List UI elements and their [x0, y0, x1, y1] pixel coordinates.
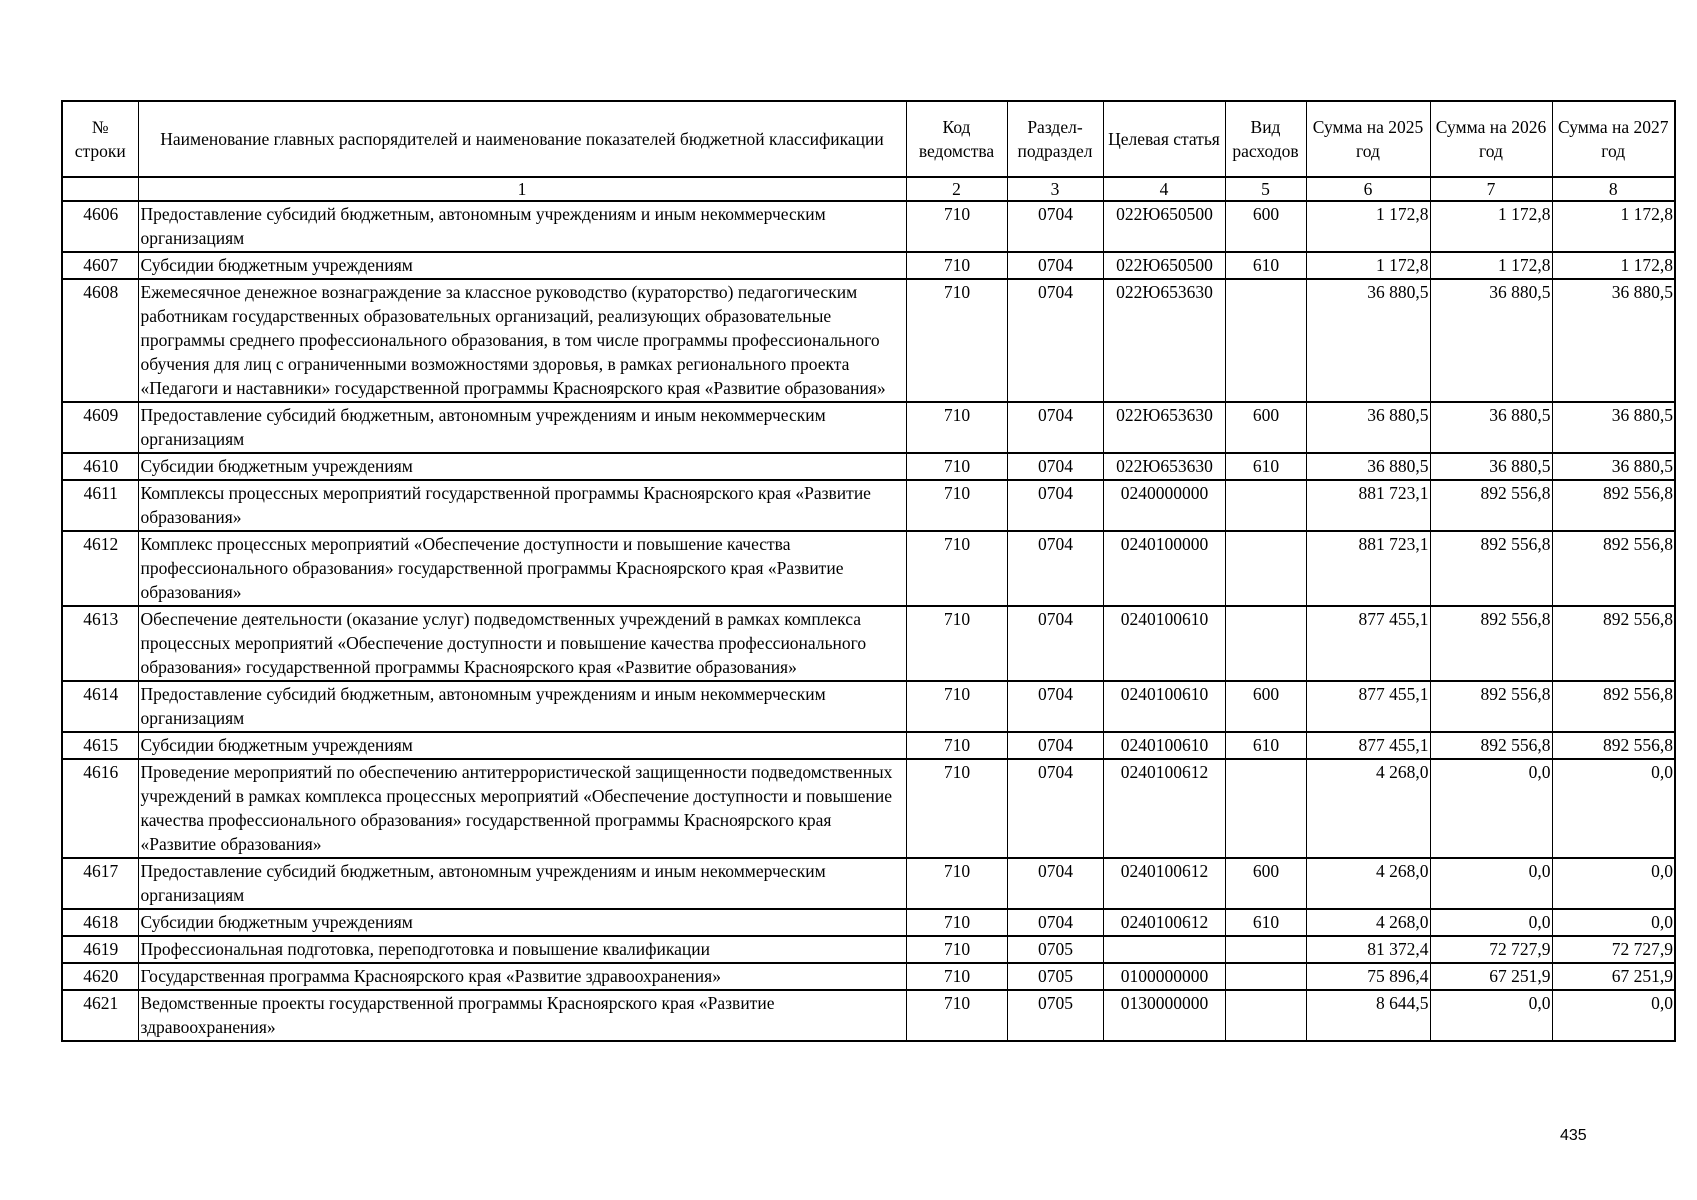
header-sum-2027: Сумма на 2027 год: [1552, 101, 1675, 177]
row-sum-2025: 75 896,4: [1306, 963, 1430, 990]
row-department-code: 710: [906, 480, 1007, 531]
row-target-article: 0240100610: [1103, 681, 1225, 732]
row-number: 4607: [62, 252, 138, 279]
row-number: 4614: [62, 681, 138, 732]
row-department-code: 710: [906, 936, 1007, 963]
row-sum-2026: 36 880,5: [1430, 402, 1552, 453]
row-sum-2026: 36 880,5: [1430, 279, 1552, 402]
header-target-article: Целевая статья: [1103, 101, 1225, 177]
header-section: Раздел-подраздел: [1007, 101, 1103, 177]
row-target-article: 0240000000: [1103, 480, 1225, 531]
row-department-code: 710: [906, 531, 1007, 606]
row-sum-2025: 36 880,5: [1306, 279, 1430, 402]
column-number-2: 2: [906, 177, 1007, 201]
header-department-code: Код ведомства: [906, 101, 1007, 177]
row-name: Предоставление субсидий бюджетным, автономным учреждениям и иным некоммерческим организациям: [138, 402, 906, 453]
row-section: 0704: [1007, 201, 1103, 252]
row-number: 4621: [62, 990, 138, 1041]
row-sum-2025: 881 723,1: [1306, 531, 1430, 606]
row-sum-2025: 81 372,4: [1306, 936, 1430, 963]
row-sum-2027: 1 172,8: [1552, 201, 1675, 252]
row-target-article: 022Ю650500: [1103, 201, 1225, 252]
row-sum-2027: 892 556,8: [1552, 531, 1675, 606]
row-sum-2025: 4 268,0: [1306, 909, 1430, 936]
table-row: [62, 936, 1675, 963]
budget-table: [61, 100, 1676, 1042]
table-row: [62, 909, 1675, 936]
table-row: [62, 201, 1675, 252]
row-target-article: [1103, 936, 1225, 963]
row-name: Проведение мероприятий по обеспечению антитеррористической защищенности подведомственных учреждений в рамках комплекса процессных мероприятий «Обеспечение доступности и повышение качества профессионального образования» государственной программы Красноярского края «Развитие образования»: [138, 759, 906, 858]
row-number: 4617: [62, 858, 138, 909]
page-number: 435: [1560, 1127, 1587, 1144]
row-expense-type: [1225, 963, 1306, 990]
row-target-article: 0240100612: [1103, 909, 1225, 936]
row-section: 0705: [1007, 936, 1103, 963]
row-department-code: 710: [906, 681, 1007, 732]
row-section: 0705: [1007, 963, 1103, 990]
row-sum-2027: 892 556,8: [1552, 480, 1675, 531]
row-expense-type: [1225, 990, 1306, 1041]
row-department-code: 710: [906, 759, 1007, 858]
row-target-article: 022Ю653630: [1103, 279, 1225, 402]
row-name: Предоставление субсидий бюджетным, автономным учреждениям и иным некоммерческим организациям: [138, 858, 906, 909]
row-sum-2026: 892 556,8: [1430, 531, 1552, 606]
row-sum-2025: 4 268,0: [1306, 759, 1430, 858]
row-target-article: 022Ю650500: [1103, 252, 1225, 279]
row-name: Профессиональная подготовка, переподготовка и повышение квалификации: [138, 936, 906, 963]
row-name: Обеспечение деятельности (оказание услуг) подведомственных учреждений в рамках комплекса процессных мероприятий «Обеспечение доступности и повышение качества профессионального образования» государственной программы Красноярского края «Развитие образования»: [138, 606, 906, 681]
row-name: Комплекс процессных мероприятий «Обеспечение доступности и повышение качества профессионального образования» государственной программы Красноярского края «Развитие образования»: [138, 531, 906, 606]
row-sum-2027: 36 880,5: [1552, 279, 1675, 402]
row-expense-type: [1225, 531, 1306, 606]
row-section: 0705: [1007, 990, 1103, 1041]
header-row: [62, 101, 1675, 177]
row-sum-2025: 1 172,8: [1306, 252, 1430, 279]
column-number-8: 8: [1552, 177, 1675, 201]
row-sum-2026: 36 880,5: [1430, 453, 1552, 480]
row-expense-type: 600: [1225, 402, 1306, 453]
row-number: 4606: [62, 201, 138, 252]
row-sum-2027: 0,0: [1552, 759, 1675, 858]
row-sum-2026: 0,0: [1430, 990, 1552, 1041]
row-number: 4611: [62, 480, 138, 531]
row-number: 4612: [62, 531, 138, 606]
row-sum-2025: 877 455,1: [1306, 606, 1430, 681]
row-target-article: 0240100610: [1103, 732, 1225, 759]
row-name: Ведомственные проекты государственной программы Красноярского края «Развитие здравоохранения»: [138, 990, 906, 1041]
table-row: [62, 480, 1675, 531]
row-section: 0704: [1007, 531, 1103, 606]
row-department-code: 710: [906, 858, 1007, 909]
row-sum-2025: 4 268,0: [1306, 858, 1430, 909]
row-sum-2025: 1 172,8: [1306, 201, 1430, 252]
row-section: 0704: [1007, 858, 1103, 909]
row-name: Субсидии бюджетным учреждениям: [138, 453, 906, 480]
row-sum-2027: 0,0: [1552, 858, 1675, 909]
row-sum-2025: 877 455,1: [1306, 732, 1430, 759]
column-number-empty: [62, 177, 138, 201]
row-section: 0704: [1007, 402, 1103, 453]
header-sum-2025: Сумма на 2025 год: [1306, 101, 1430, 177]
row-expense-type: [1225, 279, 1306, 402]
row-expense-type: [1225, 606, 1306, 681]
row-target-article: 0240100610: [1103, 606, 1225, 681]
row-sum-2026: 0,0: [1430, 909, 1552, 936]
row-name: Субсидии бюджетным учреждениям: [138, 909, 906, 936]
row-sum-2026: 892 556,8: [1430, 606, 1552, 681]
column-number-7: 7: [1430, 177, 1552, 201]
row-section: 0704: [1007, 480, 1103, 531]
row-expense-type: 610: [1225, 453, 1306, 480]
row-expense-type: 600: [1225, 201, 1306, 252]
row-sum-2026: 892 556,8: [1430, 732, 1552, 759]
row-section: 0704: [1007, 681, 1103, 732]
row-name: Государственная программа Красноярского края «Развитие здравоохранения»: [138, 963, 906, 990]
table-body: [62, 201, 1675, 1041]
table-row: [62, 402, 1675, 453]
row-expense-type: [1225, 480, 1306, 531]
row-sum-2027: 72 727,9: [1552, 936, 1675, 963]
table-row: [62, 531, 1675, 606]
row-department-code: 710: [906, 279, 1007, 402]
table-row: [62, 453, 1675, 480]
table-row: [62, 732, 1675, 759]
row-target-article: 022Ю653630: [1103, 402, 1225, 453]
table-row: [62, 759, 1675, 858]
row-target-article: 0130000000: [1103, 990, 1225, 1041]
row-section: 0704: [1007, 732, 1103, 759]
row-target-article: 0100000000: [1103, 963, 1225, 990]
table-row: [62, 279, 1675, 402]
row-number: 4619: [62, 936, 138, 963]
row-section: 0704: [1007, 759, 1103, 858]
row-sum-2026: 1 172,8: [1430, 252, 1552, 279]
row-number: 4620: [62, 963, 138, 990]
row-section: 0704: [1007, 606, 1103, 681]
header-name: Наименование главных распорядителей и наименование показателей бюджетной классификации: [138, 101, 906, 177]
row-number: 4616: [62, 759, 138, 858]
row-sum-2025: 36 880,5: [1306, 402, 1430, 453]
row-sum-2027: 0,0: [1552, 909, 1675, 936]
header-row-number: № строки: [62, 101, 138, 177]
row-department-code: 710: [906, 732, 1007, 759]
row-name: Ежемесячное денежное вознаграждение за классное руководство (кураторство) педагогическим работникам государственных образовательных организаций, реализующих образовательные программы среднего профессионального образования, в том числе программы профессионального обучения для лиц с ограниченными возможностями здоровья, в рамках регионального проекта «Педагоги и наставники» государственной программы Красноярского края «Развитие образования»: [138, 279, 906, 402]
row-department-code: 710: [906, 453, 1007, 480]
row-name: Предоставление субсидий бюджетным, автономным учреждениям и иным некоммерческим организациям: [138, 681, 906, 732]
row-sum-2026: 892 556,8: [1430, 681, 1552, 732]
row-sum-2027: 36 880,5: [1552, 453, 1675, 480]
row-number: 4615: [62, 732, 138, 759]
row-department-code: 710: [906, 990, 1007, 1041]
row-sum-2027: 36 880,5: [1552, 402, 1675, 453]
row-number: 4609: [62, 402, 138, 453]
header-sum-2026: Сумма на 2026 год: [1430, 101, 1552, 177]
row-expense-type: 610: [1225, 732, 1306, 759]
row-sum-2025: 881 723,1: [1306, 480, 1430, 531]
table-row: [62, 681, 1675, 732]
row-name: Предоставление субсидий бюджетным, автономным учреждениям и иным некоммерческим организациям: [138, 201, 906, 252]
row-sum-2027: 892 556,8: [1552, 681, 1675, 732]
row-department-code: 710: [906, 201, 1007, 252]
row-expense-type: 600: [1225, 858, 1306, 909]
row-sum-2026: 67 251,9: [1430, 963, 1552, 990]
row-target-article: 0240100612: [1103, 858, 1225, 909]
column-number-1: 1: [138, 177, 906, 201]
row-section: 0704: [1007, 279, 1103, 402]
row-sum-2027: 892 556,8: [1552, 732, 1675, 759]
row-sum-2026: 72 727,9: [1430, 936, 1552, 963]
row-expense-type: 610: [1225, 252, 1306, 279]
row-department-code: 710: [906, 606, 1007, 681]
row-name: Субсидии бюджетным учреждениям: [138, 732, 906, 759]
row-sum-2027: 67 251,9: [1552, 963, 1675, 990]
row-target-article: 0240100000: [1103, 531, 1225, 606]
row-expense-type: [1225, 936, 1306, 963]
row-department-code: 710: [906, 252, 1007, 279]
row-sum-2025: 36 880,5: [1306, 453, 1430, 480]
row-sum-2027: 892 556,8: [1552, 606, 1675, 681]
table-row: [62, 252, 1675, 279]
row-target-article: 0240100612: [1103, 759, 1225, 858]
row-section: 0704: [1007, 909, 1103, 936]
row-section: 0704: [1007, 453, 1103, 480]
row-sum-2026: 892 556,8: [1430, 480, 1552, 531]
column-number-3: 3: [1007, 177, 1103, 201]
row-number: 4618: [62, 909, 138, 936]
table-row: [62, 858, 1675, 909]
row-department-code: 710: [906, 402, 1007, 453]
row-sum-2025: 877 455,1: [1306, 681, 1430, 732]
row-sum-2026: 0,0: [1430, 759, 1552, 858]
column-number-6: 6: [1306, 177, 1430, 201]
row-target-article: 022Ю653630: [1103, 453, 1225, 480]
table-row: [62, 990, 1675, 1041]
row-department-code: 710: [906, 909, 1007, 936]
column-number-row: [62, 177, 1675, 201]
row-sum-2027: 0,0: [1552, 990, 1675, 1041]
row-sum-2026: 0,0: [1430, 858, 1552, 909]
row-expense-type: [1225, 759, 1306, 858]
column-number-4: 4: [1103, 177, 1225, 201]
row-number: 4608: [62, 279, 138, 402]
row-name: Субсидии бюджетным учреждениям: [138, 252, 906, 279]
row-expense-type: 610: [1225, 909, 1306, 936]
row-sum-2027: 1 172,8: [1552, 252, 1675, 279]
row-name: Комплексы процессных мероприятий государственной программы Красноярского края «Развитие образования»: [138, 480, 906, 531]
row-sum-2026: 1 172,8: [1430, 201, 1552, 252]
row-number: 4610: [62, 453, 138, 480]
row-expense-type: 600: [1225, 681, 1306, 732]
table-row: [62, 606, 1675, 681]
row-department-code: 710: [906, 963, 1007, 990]
row-sum-2025: 8 644,5: [1306, 990, 1430, 1041]
table-row: [62, 963, 1675, 990]
header-expense-type: Вид расходов: [1225, 101, 1306, 177]
column-number-5: 5: [1225, 177, 1306, 201]
row-section: 0704: [1007, 252, 1103, 279]
row-number: 4613: [62, 606, 138, 681]
